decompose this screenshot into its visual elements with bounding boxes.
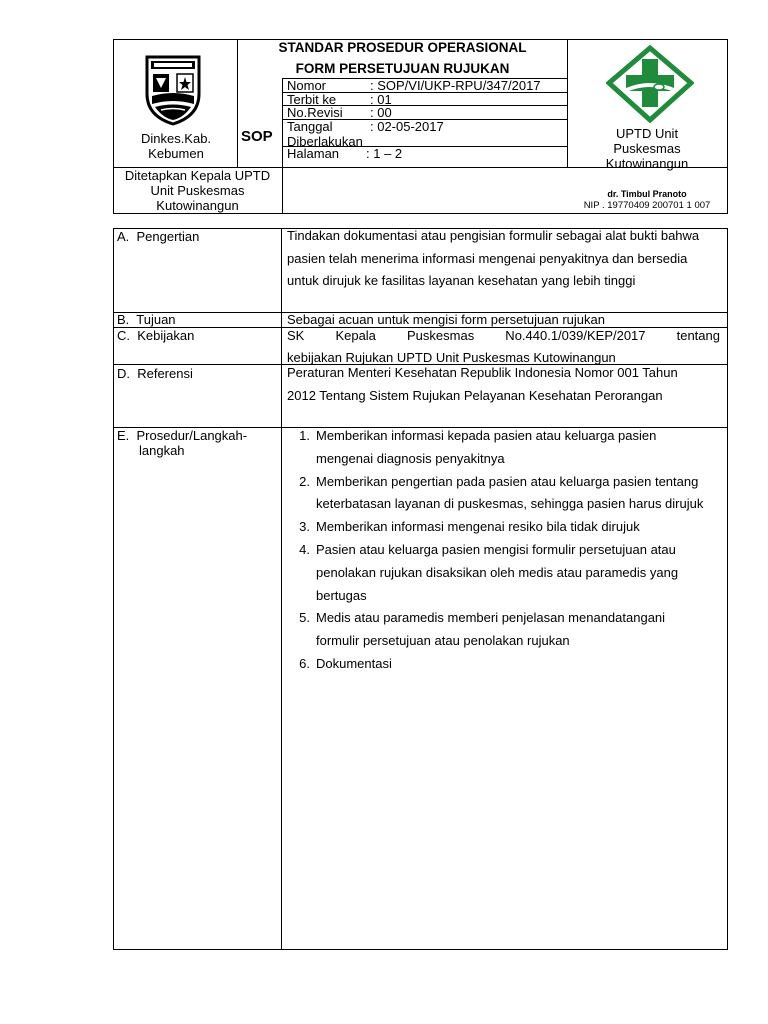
meta-value-terbit: : 01: [370, 92, 392, 107]
left-org-name: Dinkes.Kab. Kebumen: [140, 131, 212, 161]
row-label-pengertian: A. Pengertian: [117, 229, 200, 244]
row-label-tujuan: B. Tujuan: [117, 312, 176, 327]
list-item: 3. Memberikan informasi mengenai resiko bila tidak dirujuk: [299, 519, 640, 535]
right-org-name: UPTD Unit Puskesmas Kutowinangun: [605, 126, 689, 171]
row-text-kebijakan-line1: SK Kepala Puskesmas No.440.1/039/KEP/2017 tentang: [287, 328, 720, 343]
list-item: 6. Dokumentasi: [299, 655, 392, 671]
row-label-kebijakan: C. Kebijakan: [117, 328, 195, 343]
ditetapkan-text: Ditetapkan Kepala UPTD Unit Puskesmas Kutowinangun: [124, 168, 271, 213]
meta-value-tanggal: : 02-05-2017: [370, 119, 444, 134]
meta-label-terbit: Terbit ke: [287, 92, 337, 107]
meta-value-nomor: : SOP/VI/UKP-RPU/347/2017: [370, 78, 541, 93]
list-item: 4. Pasien atau keluarga pasien mengisi formulir persetujuan atau penolakan rujukan disaksikan oleh medis atau paramedis yang bertugas: [299, 541, 679, 603]
document-title-line2: FORM PERSETUJUAN RUJUKAN: [295, 61, 510, 76]
list-item: 2. Memberikan pengertian pada pasien atau keluarga pasien tentang keterbatasan layanan di puskesmas, sehingga pasien harus dirujuk: [299, 473, 704, 512]
meta-label-nomor: Nomor: [287, 78, 327, 93]
row-text-referensi: Peraturan Menteri Kesehatan Republik Indonesia Nomor 001 Tahun 2012 Tentang Sistem Rujukan Pelayanan Kesehatan Perorangan: [287, 365, 678, 403]
row-label-referensi: D. Referensi: [117, 366, 193, 381]
kebumen-emblem-icon: [143, 54, 203, 126]
list-item: 5. Medis atau paramedis memberi penjelasan menandatangani formulir persetujuan atau penolakan rujukan: [299, 610, 666, 649]
list-item: 1. Memberikan informasi kepada pasien atau keluarga pasien mengenai diagnosis penyakitnya: [299, 428, 657, 466]
row-label-prosedur-line2: langkah: [139, 443, 185, 458]
meta-label-halaman: Halaman: [287, 146, 340, 161]
sop-label: SOP: [241, 128, 273, 145]
puskesmas-logo-icon: [606, 45, 694, 123]
meta-value-halaman: : 1 – 2: [366, 146, 403, 161]
signer-name: dr. Timbul Pranoto: [607, 189, 687, 199]
row-label-prosedur: E. Prosedur/Langkah-: [117, 428, 248, 443]
row-text-pengertian: Tindakan dokumentasi atau pengisian formulir sebagai alat bukti bahwa pasien telah menerima informasi mengenai penyakitnya dan bersedia untuk dirujuk ke fasilitas layanan kesehatan yang lebih tinggi: [287, 228, 700, 288]
meta-value-revisi: : 00: [370, 105, 392, 120]
signer-nip: NIP . 19770409 200701 1 007: [583, 200, 711, 211]
procedure-steps: [282, 425, 707, 676]
row-text-kebijakan-line2: kebijakan Rujukan UPTD Unit Puskesmas Kutowinangun: [287, 350, 616, 365]
meta-label-tanggal: Tanggal Diberlakukan: [287, 119, 363, 149]
document-title-line1: STANDAR PROSEDUR OPERASIONAL: [278, 40, 527, 55]
row-text-tujuan: Sebagai acuan untuk mengisi form persetujuan rujukan: [287, 312, 605, 327]
meta-label-revisi: No.Revisi: [287, 105, 343, 120]
